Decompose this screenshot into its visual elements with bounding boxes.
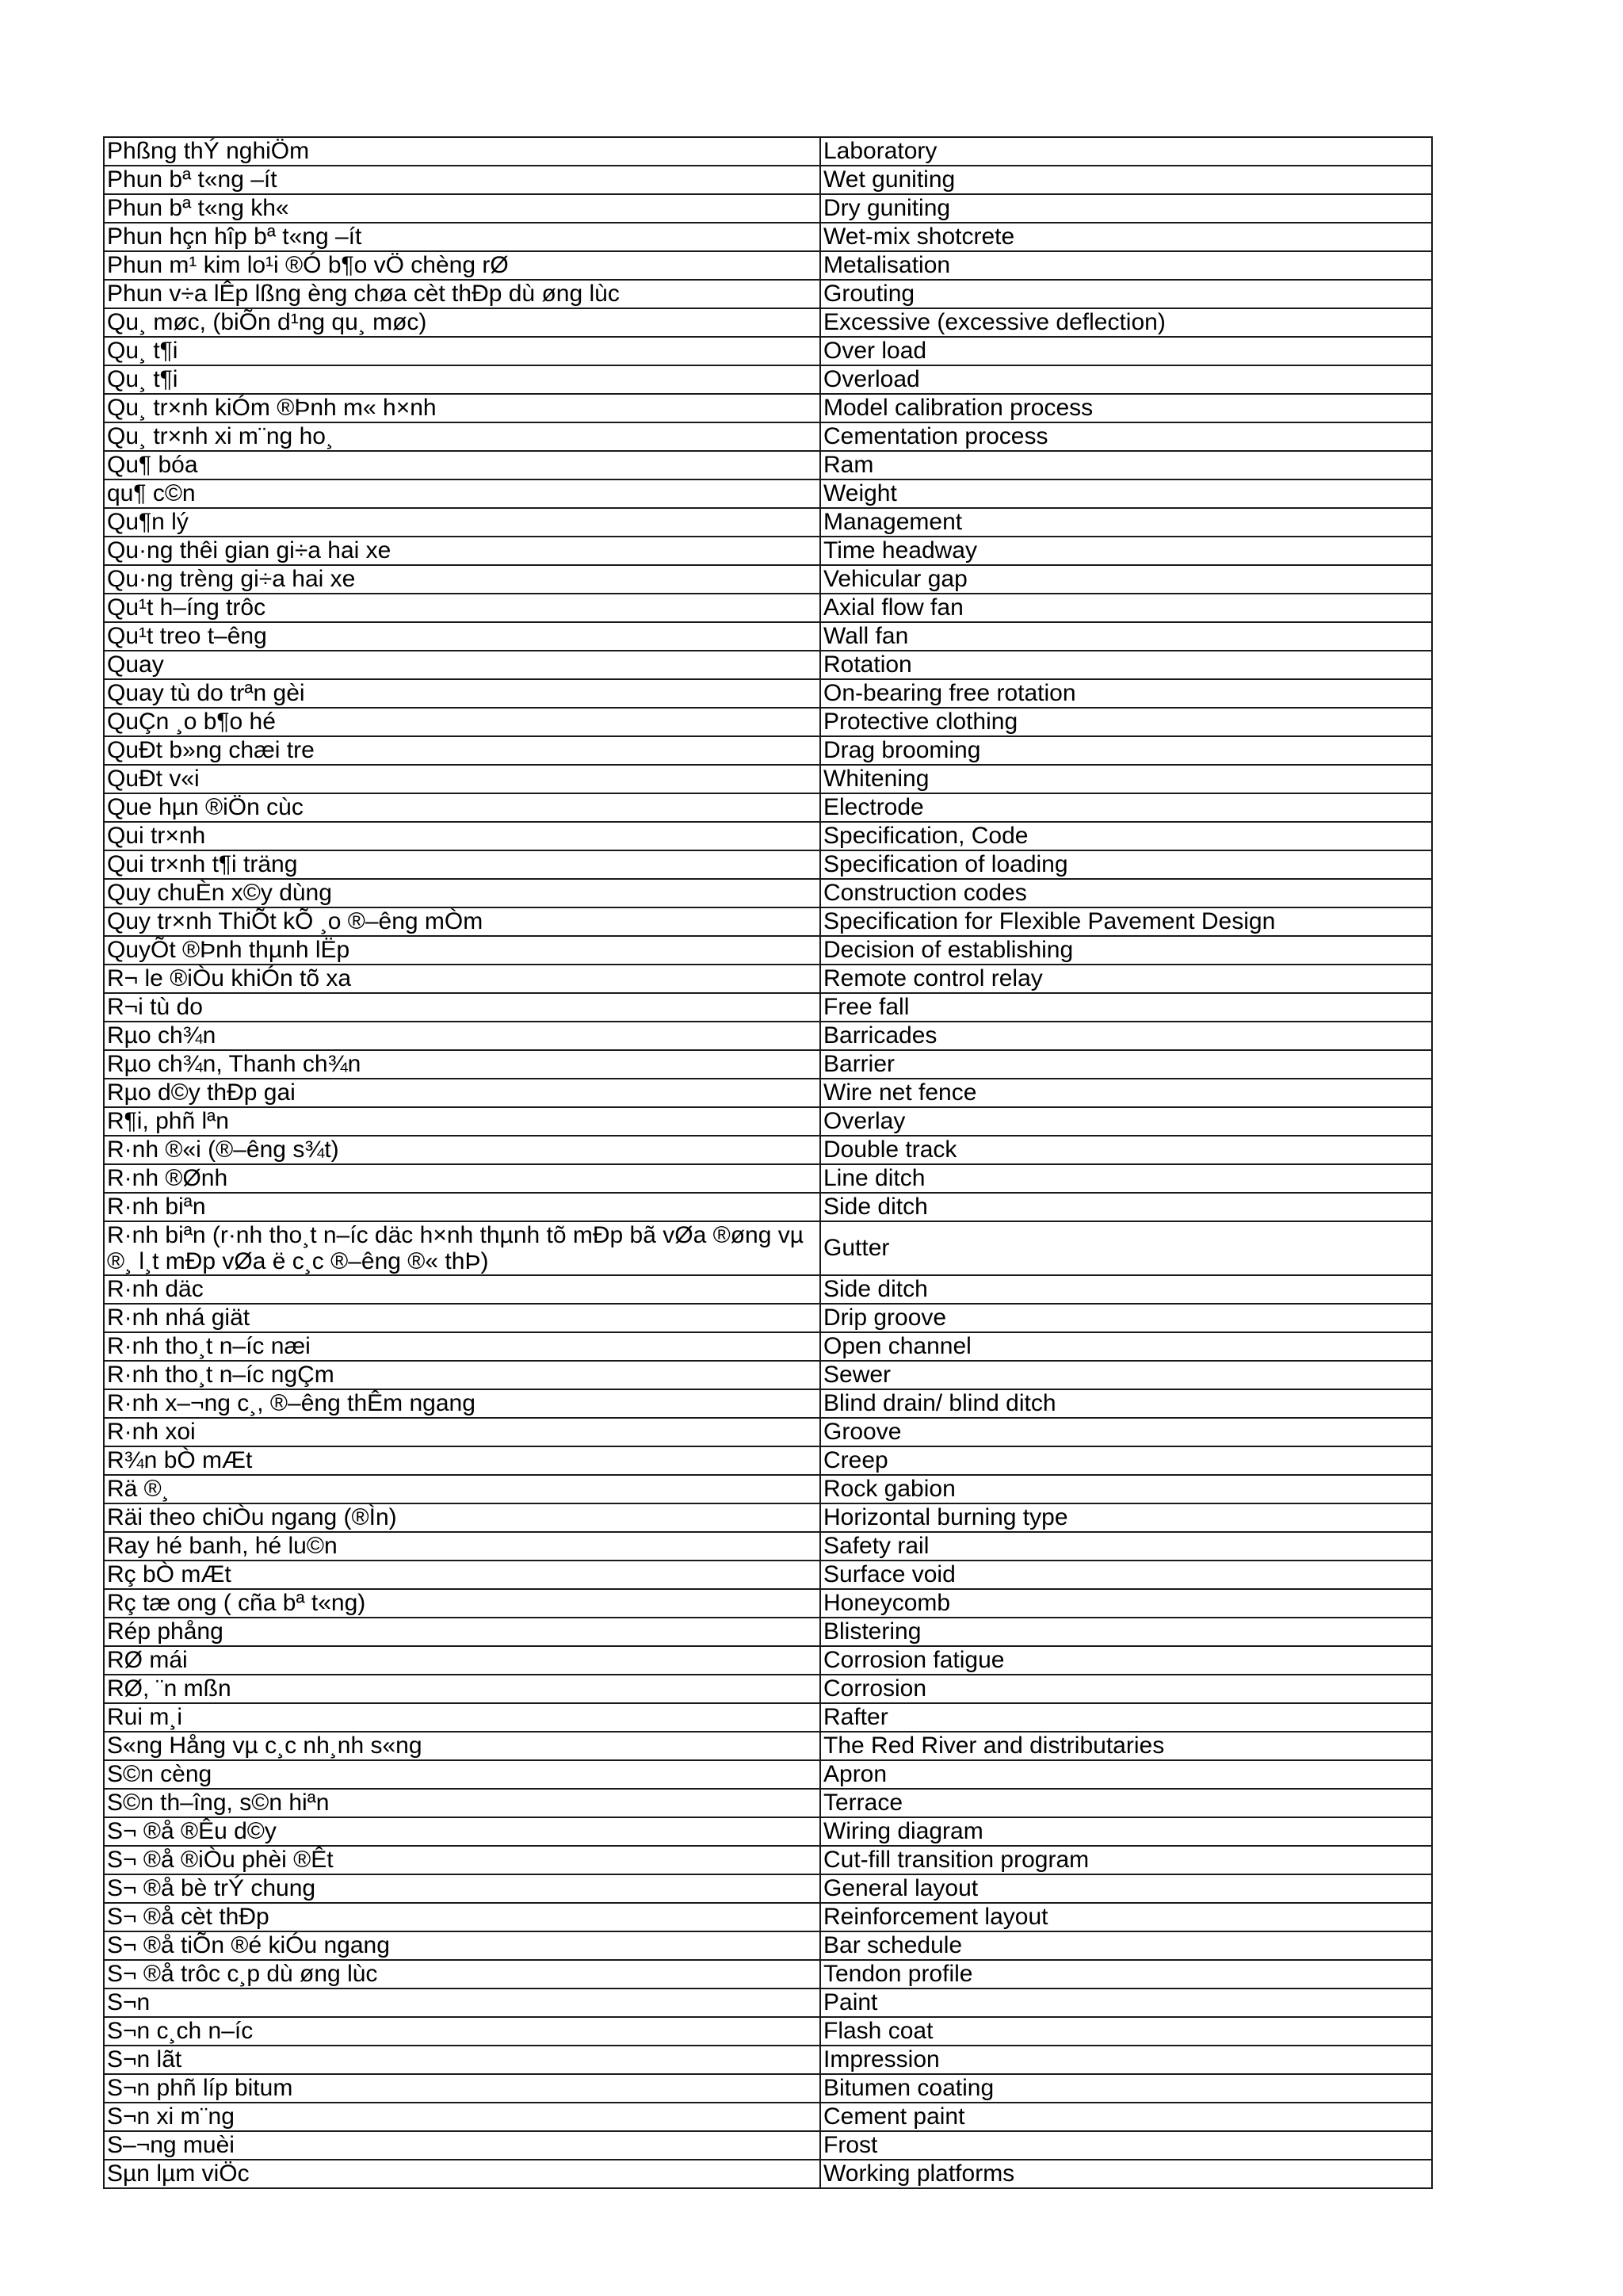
term-english-cell: Barricades <box>820 1022 1432 1050</box>
term-english-cell: Gutter <box>820 1221 1432 1275</box>
term-english-cell: Rotation <box>820 651 1432 679</box>
table-row <box>104 1960 1432 1988</box>
term-vietnamese-cell: Quy chuÈn x©y dùng <box>104 879 820 907</box>
term-english-cell: Safety rail <box>820 1532 1432 1561</box>
term-english-cell: Blind drain/ blind ditch <box>820 1389 1432 1418</box>
table-row <box>104 1703 1432 1732</box>
term-english-cell: Cement paint <box>820 2103 1432 2131</box>
term-english-cell: Wall fan <box>820 622 1432 651</box>
table-row <box>104 1332 1432 1361</box>
term-english-cell: Rafter <box>820 1703 1432 1732</box>
table-row <box>104 1817 1432 1846</box>
term-vietnamese-cell: Qu¶ bóa <box>104 451 820 479</box>
term-english-cell: Side ditch <box>820 1193 1432 1221</box>
table-row <box>104 365 1432 394</box>
table-row <box>104 280 1432 308</box>
table-row <box>104 2074 1432 2103</box>
term-english-cell: Wet-mix shotcrete <box>820 223 1432 251</box>
term-vietnamese-cell: Rµo ch¾n, Thanh ch¾n <box>104 1050 820 1079</box>
term-english-cell: Specification, Code <box>820 822 1432 850</box>
term-vietnamese-cell: QuÇn ¸o b¶o hé <box>104 708 820 736</box>
term-vietnamese-cell: R·nh x–¬ng c¸, ®–êng thÊm ngang <box>104 1389 820 1418</box>
table-row <box>104 1561 1432 1589</box>
table-row <box>104 2017 1432 2046</box>
table-row <box>104 1646 1432 1675</box>
term-vietnamese-cell: Rç bÒ mÆt <box>104 1561 820 1589</box>
term-vietnamese-cell: S¬ ®å ®Êu d©y <box>104 1817 820 1846</box>
table-row <box>104 1760 1432 1789</box>
term-english-cell: Groove <box>820 1418 1432 1446</box>
term-vietnamese-cell: Quy tr×nh ThiÕt kÕ ¸o ®–êng mÒm <box>104 907 820 936</box>
table-row <box>104 793 1432 822</box>
table-row <box>104 422 1432 451</box>
term-english-cell: Weight <box>820 479 1432 508</box>
term-english-cell: Wet guniting <box>820 166 1432 194</box>
table-row <box>104 1675 1432 1703</box>
term-vietnamese-cell: R¶i, phñ lªn <box>104 1107 820 1136</box>
term-english-cell: Time headway <box>820 537 1432 565</box>
term-english-cell: Barrier <box>820 1050 1432 1079</box>
term-english-cell: Double track <box>820 1136 1432 1164</box>
term-english-cell: Bar schedule <box>820 1931 1432 1960</box>
term-english-cell: Remote control relay <box>820 965 1432 993</box>
table-row <box>104 1136 1432 1164</box>
table-row <box>104 394 1432 422</box>
term-vietnamese-cell: S¬n <box>104 1988 820 2017</box>
table-row <box>104 508 1432 537</box>
table-row <box>104 1732 1432 1760</box>
term-english-cell: Metalisation <box>820 251 1432 280</box>
table-row <box>104 594 1432 622</box>
table-row <box>104 708 1432 736</box>
term-english-cell: Construction codes <box>820 879 1432 907</box>
term-vietnamese-cell: Qu¸ møc, (biÕn d¹ng qu¸ møc) <box>104 308 820 337</box>
term-vietnamese-cell: S¬ ®å cèt thÐp <box>104 1903 820 1931</box>
table-row <box>104 736 1432 765</box>
term-english-cell: Specification of loading <box>820 850 1432 879</box>
table-row <box>104 251 1432 280</box>
table-row <box>104 1446 1432 1475</box>
table-row <box>104 537 1432 565</box>
term-vietnamese-cell: Qu·ng thêi gian gi÷a hai xe <box>104 537 820 565</box>
term-english-cell: Drip groove <box>820 1304 1432 1332</box>
term-vietnamese-cell: Ray hé banh, hé lu©n <box>104 1532 820 1561</box>
term-english-cell: Terrace <box>820 1789 1432 1817</box>
term-vietnamese-cell: S¬ ®å bè trÝ chung <box>104 1874 820 1903</box>
term-english-cell: Vehicular gap <box>820 565 1432 594</box>
term-english-cell: Honeycomb <box>820 1589 1432 1618</box>
term-vietnamese-cell: S¬n lãt <box>104 2046 820 2074</box>
term-english-cell: Laboratory <box>820 137 1432 166</box>
term-english-cell: Axial flow fan <box>820 594 1432 622</box>
term-english-cell: General layout <box>820 1874 1432 1903</box>
term-vietnamese-cell: S–¬ng muèi <box>104 2131 820 2160</box>
term-english-cell: Tendon profile <box>820 1960 1432 1988</box>
term-vietnamese-cell: S¬ ®å trôc c¸p dù øng lùc <box>104 1960 820 1988</box>
term-english-cell: Wire net fence <box>820 1079 1432 1107</box>
term-english-cell: Paint <box>820 1988 1432 2017</box>
table-row <box>104 1389 1432 1418</box>
table-row <box>104 1221 1432 1275</box>
term-english-cell: Bitumen coating <box>820 2074 1432 2103</box>
term-vietnamese-cell: Quay <box>104 651 820 679</box>
term-vietnamese-cell: S¬ ®å ®iÒu phèi ®Êt <box>104 1846 820 1874</box>
term-vietnamese-cell: Phun bª t«ng –ít <box>104 166 820 194</box>
term-vietnamese-cell: R·nh ®«i (®–êng s¾t) <box>104 1136 820 1164</box>
term-vietnamese-cell: R·nh däc <box>104 1275 820 1304</box>
table-row <box>104 337 1432 365</box>
term-vietnamese-cell: S©n cèng <box>104 1760 820 1789</box>
term-vietnamese-cell: Rµo ch¾n <box>104 1022 820 1050</box>
term-vietnamese-cell: qu¶ c©n <box>104 479 820 508</box>
table-row <box>104 166 1432 194</box>
term-vietnamese-cell: QuÐt b»ng chæi tre <box>104 736 820 765</box>
term-vietnamese-cell: Qu¸ tr×nh xi m¨ng ho¸ <box>104 422 820 451</box>
term-english-cell: Side ditch <box>820 1275 1432 1304</box>
term-english-cell: Whitening <box>820 765 1432 793</box>
term-vietnamese-cell: R·nh tho¸t n–íc ngÇm <box>104 1361 820 1389</box>
term-vietnamese-cell: S¬n c¸ch n–íc <box>104 2017 820 2046</box>
term-vietnamese-cell: Rép phång <box>104 1618 820 1646</box>
term-english-cell: Creep <box>820 1446 1432 1475</box>
term-vietnamese-cell: Phun v÷a lÊp lßng èng chøa cèt thÐp dù øng lùc <box>104 280 820 308</box>
term-english-cell: Blistering <box>820 1618 1432 1646</box>
table-row <box>104 1846 1432 1874</box>
table-row <box>104 1874 1432 1903</box>
table-row <box>104 1164 1432 1193</box>
term-english-cell: Specification for Flexible Pavement Design <box>820 907 1432 936</box>
term-english-cell: Surface void <box>820 1561 1432 1589</box>
term-vietnamese-cell: Quay tù do trªn gèi <box>104 679 820 708</box>
term-vietnamese-cell: Phun m¹ kim lo¹i ®Ó b¶o vÖ chèng rØ <box>104 251 820 280</box>
term-vietnamese-cell: Phun bª t«ng kh« <box>104 194 820 223</box>
table-row <box>104 2046 1432 2074</box>
table-row <box>104 1079 1432 1107</box>
table-row <box>104 622 1432 651</box>
term-vietnamese-cell: Rµo d©y thÐp gai <box>104 1079 820 1107</box>
table-row <box>104 1589 1432 1618</box>
term-english-cell: Corrosion <box>820 1675 1432 1703</box>
glossary-table <box>103 136 1433 2189</box>
table-row <box>104 451 1432 479</box>
table-row <box>104 1275 1432 1304</box>
term-vietnamese-cell: Qui tr×nh <box>104 822 820 850</box>
table-row <box>104 194 1432 223</box>
term-english-cell: Impression <box>820 2046 1432 2074</box>
term-vietnamese-cell: Qu·ng trèng gi÷a hai xe <box>104 565 820 594</box>
table-row <box>104 1503 1432 1532</box>
term-vietnamese-cell: Qu¸ tr×nh kiÓm ®Þnh m« h×nh <box>104 394 820 422</box>
term-vietnamese-cell: R·nh nhá giät <box>104 1304 820 1332</box>
table-row <box>104 965 1432 993</box>
term-english-cell: Rock gabion <box>820 1475 1432 1503</box>
term-vietnamese-cell: Sµn lµm viÖc <box>104 2160 820 2188</box>
term-english-cell: Cut-fill transition program <box>820 1846 1432 1874</box>
table-row <box>104 1532 1432 1561</box>
term-vietnamese-cell: Räi theo chiÒu ngang (®Ìn) <box>104 1503 820 1532</box>
table-row <box>104 879 1432 907</box>
table-row <box>104 679 1432 708</box>
table-row <box>104 1361 1432 1389</box>
table-row <box>104 1418 1432 1446</box>
term-english-cell: Dry guniting <box>820 194 1432 223</box>
term-vietnamese-cell: R·nh ®Ønh <box>104 1164 820 1193</box>
term-english-cell: Decision of establishing <box>820 936 1432 965</box>
term-english-cell: Apron <box>820 1760 1432 1789</box>
table-row <box>104 936 1432 965</box>
table-row <box>104 1050 1432 1079</box>
table-row <box>104 1789 1432 1817</box>
term-english-cell: Flash coat <box>820 2017 1432 2046</box>
term-vietnamese-cell: S¬ ®å tiÕn ®é kiÓu ngang <box>104 1931 820 1960</box>
table-row <box>104 479 1432 508</box>
table-row <box>104 565 1432 594</box>
term-vietnamese-cell: Rui m¸i <box>104 1703 820 1732</box>
term-vietnamese-cell: R¬i tù do <box>104 993 820 1022</box>
term-english-cell: Protective clothing <box>820 708 1432 736</box>
term-vietnamese-cell: R·nh biªn (r·nh tho¸t n–íc däc h×nh thµnh tõ mÐp bã vØa ®øng vµ ®¸ l¸t mÐp vØa ë c¸c ®–êng ®« thÞ) <box>104 1221 820 1275</box>
term-vietnamese-cell: S©n th–îng, s©n hiªn <box>104 1789 820 1817</box>
term-english-cell: Over load <box>820 337 1432 365</box>
term-vietnamese-cell: Qu¹t h–íng trôc <box>104 594 820 622</box>
term-vietnamese-cell: R¬ le ®iÒu khiÓn tõ xa <box>104 965 820 993</box>
term-vietnamese-cell: Que hµn ®iÖn cùc <box>104 793 820 822</box>
term-english-cell: Excessive (excessive deflection) <box>820 308 1432 337</box>
term-english-cell: Wiring diagram <box>820 1817 1432 1846</box>
term-vietnamese-cell: R¾n bÒ mÆt <box>104 1446 820 1475</box>
table-row <box>104 1931 1432 1960</box>
term-vietnamese-cell: RØ, ¨n mßn <box>104 1675 820 1703</box>
term-vietnamese-cell: Qui tr×nh t¶i träng <box>104 850 820 879</box>
term-vietnamese-cell: QuyÕt ®Þnh thµnh lËp <box>104 936 820 965</box>
term-english-cell: Open channel <box>820 1332 1432 1361</box>
term-english-cell: Ram <box>820 451 1432 479</box>
table-row <box>104 1022 1432 1050</box>
table-row <box>104 1988 1432 2017</box>
term-vietnamese-cell: QuÐt v«i <box>104 765 820 793</box>
table-row <box>104 822 1432 850</box>
table-row <box>104 765 1432 793</box>
term-english-cell: Horizontal burning type <box>820 1503 1432 1532</box>
term-vietnamese-cell: S¬n xi m¨ng <box>104 2103 820 2131</box>
term-vietnamese-cell: R·nh biªn <box>104 1193 820 1221</box>
term-english-cell: Electrode <box>820 793 1432 822</box>
term-vietnamese-cell: Qu¸ t¶i <box>104 337 820 365</box>
term-english-cell: Drag brooming <box>820 736 1432 765</box>
term-vietnamese-cell: R·nh tho¸t n–íc næi <box>104 1332 820 1361</box>
term-vietnamese-cell: Qu¸ t¶i <box>104 365 820 394</box>
term-vietnamese-cell: S¬n phñ líp bitum <box>104 2074 820 2103</box>
term-vietnamese-cell: S«ng Hång vµ c¸c nh¸nh s«ng <box>104 1732 820 1760</box>
term-vietnamese-cell: R·nh xoi <box>104 1418 820 1446</box>
term-english-cell: Frost <box>820 2131 1432 2160</box>
term-english-cell: Management <box>820 508 1432 537</box>
term-english-cell: Corrosion fatigue <box>820 1646 1432 1675</box>
table-row <box>104 2103 1432 2131</box>
term-vietnamese-cell: Rç tæ ong ( cña bª t«ng) <box>104 1589 820 1618</box>
term-english-cell: Free fall <box>820 993 1432 1022</box>
table-row <box>104 850 1432 879</box>
table-row <box>104 2160 1432 2188</box>
table-row <box>104 223 1432 251</box>
table-row <box>104 1475 1432 1503</box>
table-row <box>104 1618 1432 1646</box>
glossary-body <box>104 137 1432 2188</box>
term-english-cell: Sewer <box>820 1361 1432 1389</box>
table-row <box>104 1304 1432 1332</box>
term-english-cell: Model calibration process <box>820 394 1432 422</box>
term-english-cell: Working platforms <box>820 2160 1432 2188</box>
term-english-cell: On-bearing free rotation <box>820 679 1432 708</box>
table-row <box>104 2131 1432 2160</box>
term-vietnamese-cell: Rä ®¸ <box>104 1475 820 1503</box>
term-vietnamese-cell: RØ mái <box>104 1646 820 1675</box>
term-english-cell: Overload <box>820 365 1432 394</box>
term-english-cell: Line ditch <box>820 1164 1432 1193</box>
term-english-cell: Grouting <box>820 280 1432 308</box>
table-row <box>104 993 1432 1022</box>
table-row <box>104 651 1432 679</box>
term-vietnamese-cell: Phßng thÝ nghiÖm <box>104 137 820 166</box>
term-vietnamese-cell: Phun hçn hîp bª t«ng –ít <box>104 223 820 251</box>
term-english-cell: Reinforcement layout <box>820 1903 1432 1931</box>
table-row <box>104 137 1432 166</box>
table-row <box>104 1903 1432 1931</box>
table-row <box>104 1107 1432 1136</box>
term-english-cell: The Red River and distributaries <box>820 1732 1432 1760</box>
term-english-cell: Cementation process <box>820 422 1432 451</box>
table-row <box>104 1193 1432 1221</box>
term-english-cell: Overlay <box>820 1107 1432 1136</box>
term-vietnamese-cell: Qu¹t treo t–êng <box>104 622 820 651</box>
table-row <box>104 907 1432 936</box>
term-vietnamese-cell: Qu¶n lý <box>104 508 820 537</box>
table-row <box>104 308 1432 337</box>
